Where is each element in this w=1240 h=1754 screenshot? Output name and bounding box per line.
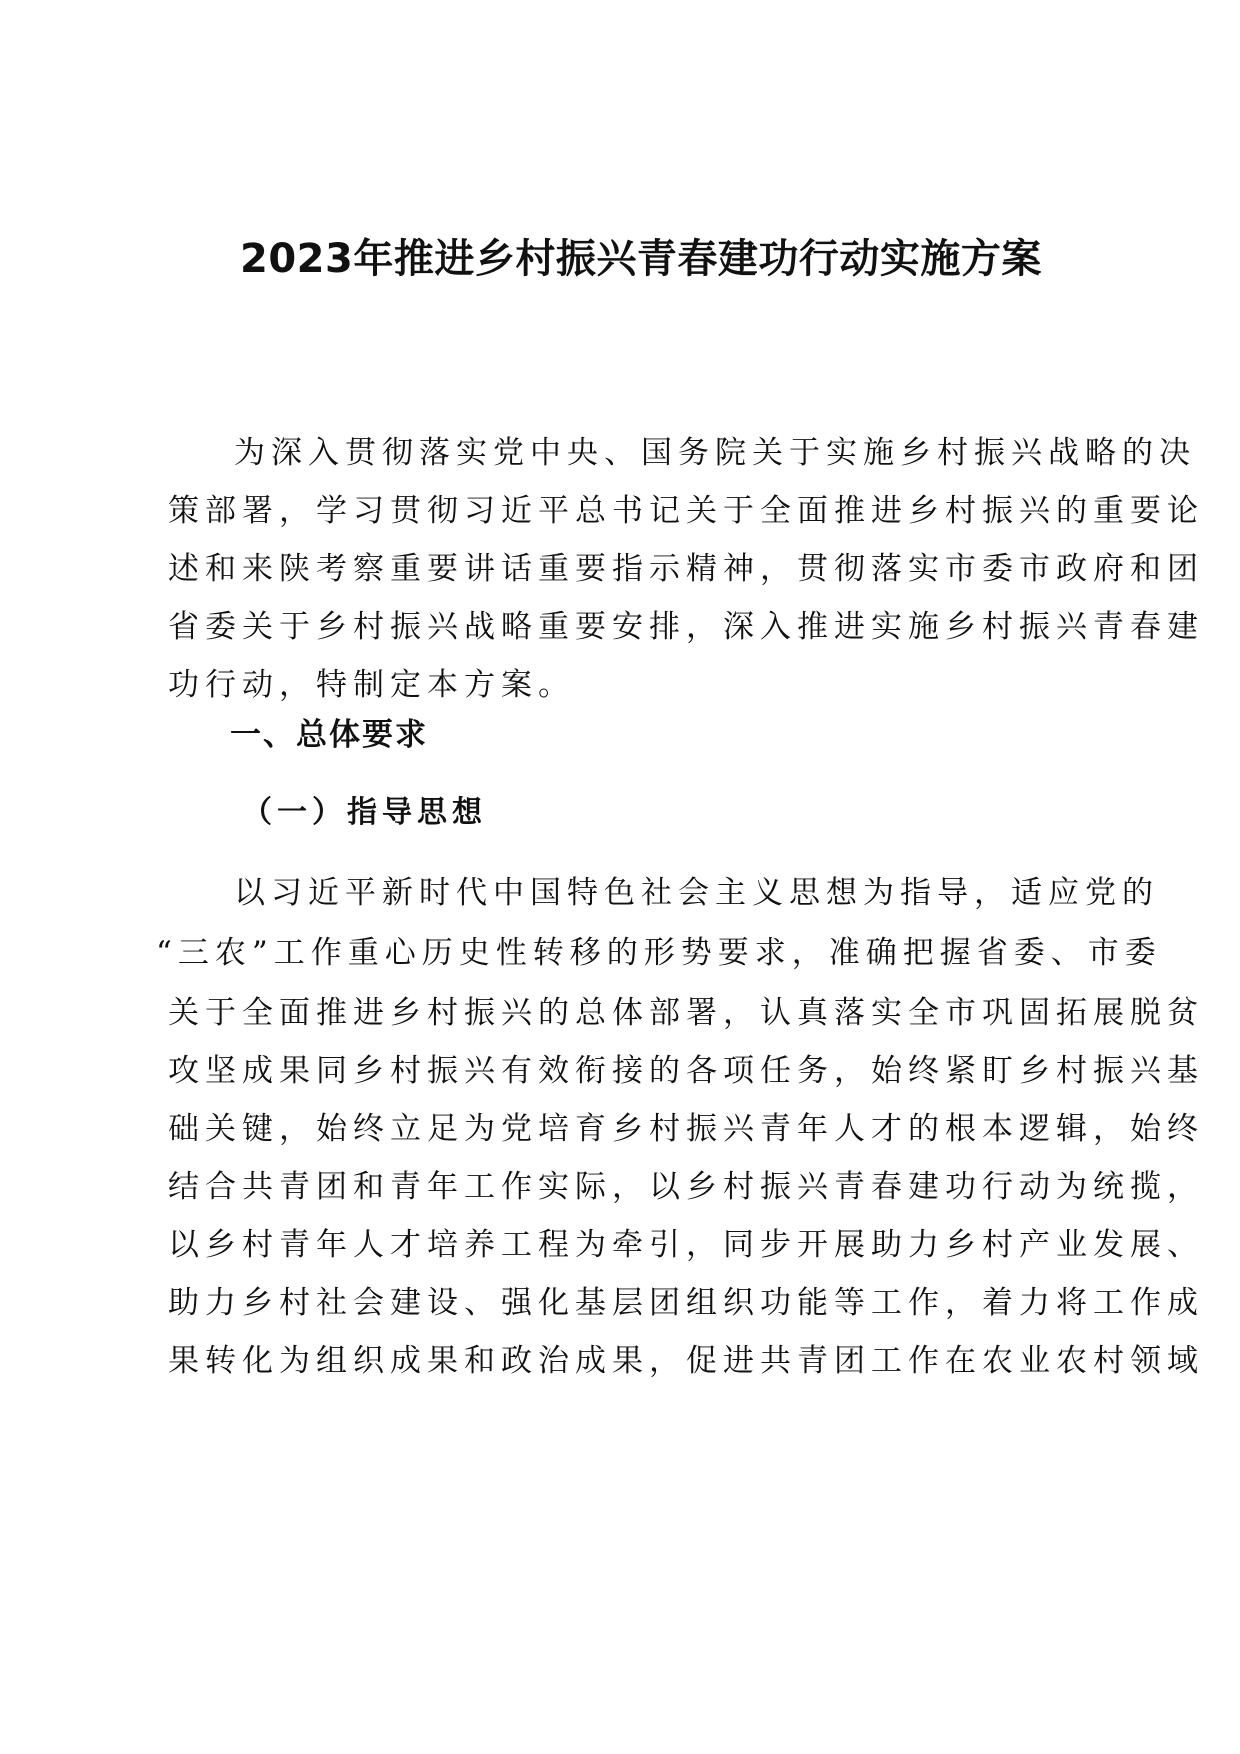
guidance-paragraph	[156, 864, 1204, 1390]
paragraph-line: 果转化为组织成果和政治成果，促进共青团工作在农业农村领域	[168, 1343, 1204, 1379]
section-heading: 一、总体要求	[230, 717, 428, 753]
paragraph-line: 策部署，学习贯彻习近平总书记关于全面推进乡村振兴的重要论	[168, 493, 1204, 529]
paragraph-line: 攻坚成果同乡村振兴有效衔接的各项任务，始终紧盯乡村振兴基	[168, 1053, 1204, 1089]
paragraph-line: “三农”工作重心历史性转移的形势要求，准确把握省委、市委	[156, 935, 1162, 971]
paragraph-line: 为深入贯彻落实党中央、国务院关于实施乡村振兴战略的决	[234, 435, 1196, 471]
paragraph-line: 础关键，始终立足为党培育乡村振兴青年人才的根本逻辑，始终	[168, 1111, 1204, 1147]
paragraph-line: 省委关于乡村振兴战略重要安排，深入推进实施乡村振兴青春建	[168, 609, 1204, 645]
paragraph-line: 关于全面推进乡村振兴的总体部署，认真落实全市巩固拓展脱贫	[168, 995, 1204, 1031]
paragraph-line: 助力乡村社会建设、强化基层团组织功能等工作，着力将工作成	[168, 1285, 1204, 1321]
paragraph-line: 结合共青团和青年工作实际，以乡村振兴青春建功行动为统揽，	[168, 1169, 1204, 1205]
subsection-heading: （一）指导思想	[242, 795, 487, 830]
paragraph-line: 功行动，特制定本方案。	[168, 667, 575, 703]
paragraph-line: 述和来陕考察重要讲话重要指示精神，贯彻落实市委市政府和团	[168, 551, 1204, 587]
intro-paragraph	[168, 424, 1204, 714]
paragraph-line: 以乡村青年人才培养工程为牵引，同步开展助力乡村产业发展、	[168, 1227, 1204, 1263]
document-title: 2023年推进乡村振兴青春建功行动实施方案	[240, 236, 1042, 282]
paragraph-line: 以习近平新时代中国特色社会主义思想为指导，适应党的	[234, 875, 1159, 911]
